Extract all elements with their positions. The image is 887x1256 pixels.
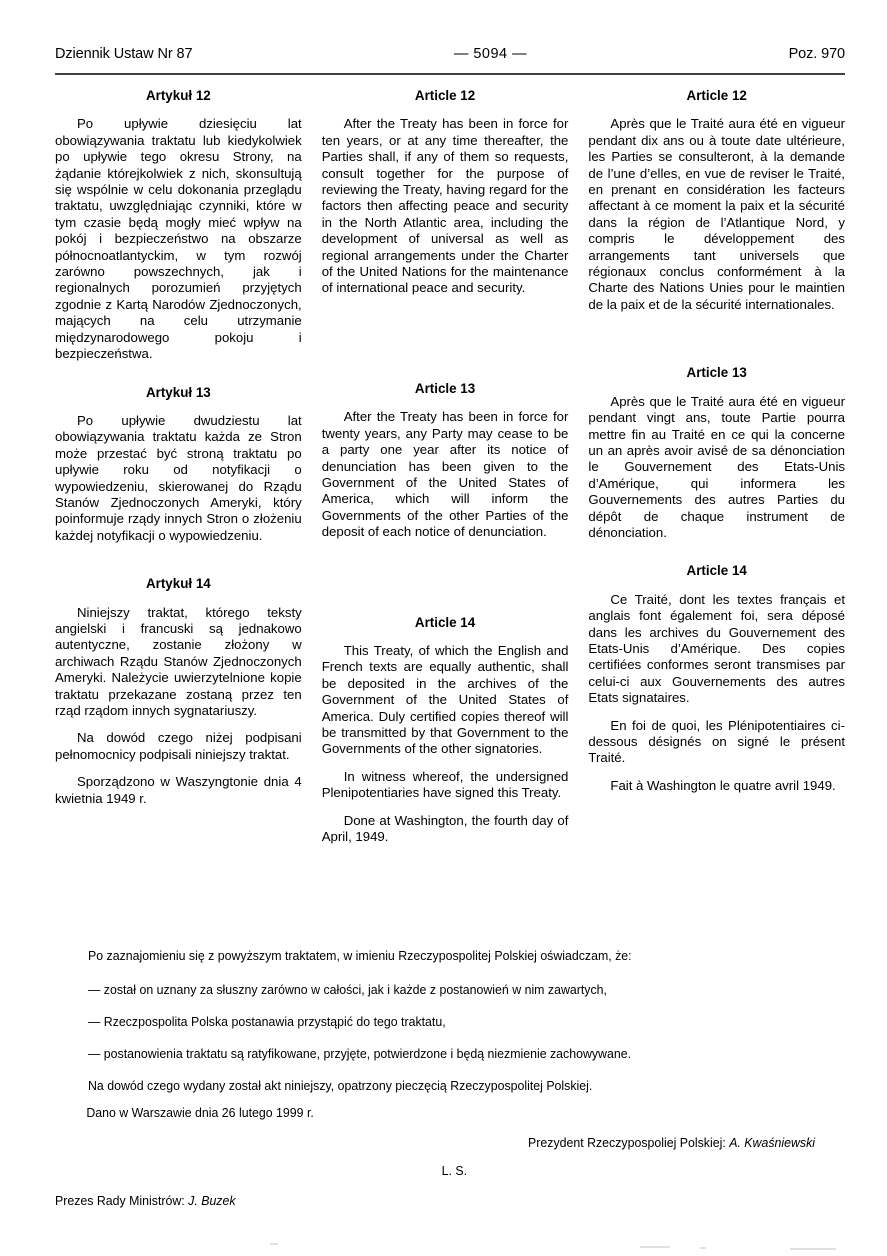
column-polish [55, 88, 302, 845]
article-paragraph: Na dowód czego niżej podpisani pełnomocnicy podpisali niniejszy traktat. [55, 730, 302, 762]
running-head-left: Dziennik Ustaw Nr 87 [55, 46, 193, 62]
spacer [322, 541, 569, 615]
article-paragraph: After the Treaty has been in force for twenty years, any Party may cease to be a party one year after its notice of denunciation has been given to the Government of the United States of America, which will inform the Governments of the other Parties of the deposit of each notice of denunciation. [321, 409, 569, 540]
president-label: Prezydent Rzeczypospoliej Polskiej: [528, 1135, 726, 1150]
article-block-13-fr [588, 365, 845, 541]
article-paragraph: This Treaty, of which the English and French texts are equally authentic, shall be deposited in the archives of the Government of the United States of America. Duly certified copies thereof will be transmitted by that Government to the Governments of the other signatories. [321, 642, 569, 757]
article-paragraph: In witness whereof, the undersigned Plenipotentiaries have signed this Treaty. [321, 768, 569, 801]
running-head-right: Poz. 970 [788, 46, 845, 62]
declaration-item: — został on uznany za słuszny zarówno w całości, jak i każde z postanowień w nim zawartych, [88, 982, 607, 997]
scan-artifact [790, 1248, 836, 1250]
article-paragraph: Niniejszy traktat, którego teksty angielski i francuski są jednakowo autentyczne, zostanie złożony w archiwach Rządu Stanów Zjednoczonych Ameryki. Należycie uwierzytelnione kopie traktatu przekazane zostaną przez ten rząd rządom innych sygnatariuszy. [55, 604, 302, 718]
article-block-14-en [322, 615, 569, 846]
article-paragraph: Po upływie dwudziestu lat obowiązywania traktatu każda ze Stron może przestać być stroną traktatu po upływie roku od notyfikacji o wypowiedzeniu, skierowanej do Rządu Stanów Zjednoczonych Ameryki, który poinformuje rządy innych Stron o złożeniu każdej notyfikacji o wypowiedzeniu. [55, 412, 302, 543]
declaration-item: — Rzeczpospolita Polska postanawia przystąpić do tego traktatu, [88, 1014, 446, 1029]
article-block-12-fr [588, 88, 845, 313]
treaty-columns [55, 88, 845, 845]
prime-minister-label: Prezes Rady Ministrów: [55, 1193, 185, 1208]
spacer [588, 541, 845, 563]
scan-artifact [700, 1247, 706, 1249]
running-head [55, 46, 845, 62]
column-english [322, 88, 569, 845]
page-number: — 5094 — [453, 46, 528, 62]
article-block-13-en [322, 381, 569, 541]
article-paragraph: Après que le Traité aura été en vigueur pendant dix ans ou à toute date ultérieure, les Parties se consulteront, à la demande de l’une d’elles, en vue de reviser le Traité, en prenant en considération les facteurs affectant à ce moment la paix et la sécurité dans la région de l’Atlantique Nord, y compris le développement des arrangements tant universels que régionaux conclus conformément à la Charte des Nations Unies pour le maintien de la paix et de la sécurité internationales. [588, 116, 845, 312]
spacer [55, 544, 302, 576]
column-french [588, 88, 845, 845]
article-heading-13-pl: Artykuł 13 [145, 384, 211, 400]
article-heading-14-en: Article 14 [414, 614, 476, 630]
article-heading-13-en: Article 13 [414, 380, 476, 396]
article-paragraph: Ce Traité, dont les textes français et anglais font également foi, sera déposé dans les archives du Gouvernement des Etats-Unis d’Amérique. Des copies certifiées conformes seront transmises par celui-ci aux Gouvernements des autres Etats signataires. [588, 591, 845, 706]
article-paragraph: Après que le Traité aura été en vigueur pendant vingt ans, toute Partie pourra mettre fin au Traité en ce qui la concerne un an après avoir avisé de sa dénonciation le Gouvernement des Etats-Unis d’Amérique, qui informera les Gouvernements des autres Parties du dépôt de chaque instrument de dénonciation. [588, 393, 845, 540]
scan-artifact [270, 1243, 278, 1245]
article-heading-12-fr: Article 12 [686, 88, 747, 103]
article-block-12-pl [55, 88, 302, 363]
article-paragraph: En foi de quoi, les Plénipotentiaires ci-dessous désignés on signé le présent Traité. [588, 717, 845, 766]
article-block-14-fr [588, 563, 845, 794]
declaration-closing: Na dowód czego wydany został akt niniejszy, opatrzony pieczęcią Rzeczypospolitej Polskiej. [88, 1078, 593, 1093]
president-name: A. Kwaśniewski [729, 1135, 815, 1150]
declaration-item: — postanowienia traktatu są ratyfikowane, przyjęte, potwierdzone i będą niezmienie zachowywane. [88, 1046, 632, 1061]
article-heading-12-pl: Artykuł 12 [145, 88, 211, 103]
issue-date-line: Dano w Warszawie dnia 26 lutego 1999 r. [86, 1105, 314, 1120]
spacer [588, 313, 845, 365]
article-heading-14-pl: Artykuł 14 [145, 576, 211, 592]
article-heading-14-fr: Article 14 [686, 563, 747, 579]
spacer [55, 363, 302, 385]
article-block-13-pl [55, 385, 302, 545]
header-rule [55, 73, 845, 75]
article-paragraph: After the Treaty has been in force for ten years, or at any time thereafter, the Parties shall, if any of them so requests, consult together for the purpose of reviewing the Treaty, having regard for the factors then affecting peace and security in the North Atlantic area, including the development of universal as well as regional arrangements under the Charter of the United Nations for the maintenance of international peace and security. [321, 116, 569, 296]
declaration-block [88, 948, 810, 1110]
article-block-12-en [322, 88, 569, 297]
article-heading-12-en: Article 12 [414, 88, 476, 103]
declaration-intro: Po zaznajomieniu się z powyższym traktatem, w imieniu Rzeczypospolitej Polskiej oświadczam, że: [88, 948, 632, 963]
article-block-14-pl [55, 576, 302, 807]
prime-minister-name: J. Buzek [188, 1193, 236, 1208]
article-paragraph: Done at Washington, the fourth day of April, 1949. [321, 812, 569, 844]
prime-minister-signature [55, 1193, 236, 1208]
spacer [322, 297, 569, 381]
article-paragraph: Sporządzono w Waszyngtonie dnia 4 kwietnia 1949 r. [55, 774, 302, 806]
president-signature [528, 1135, 815, 1150]
article-paragraph: Fait à Washington le quatre avril 1949. [610, 777, 836, 793]
seal-marker: L. S. [441, 1163, 468, 1178]
article-heading-13-fr: Article 13 [686, 365, 747, 381]
article-paragraph: Po upływie dziesięciu lat obowiązywania traktatu lub kiedykolwiek po upływie tego okresu Strony, na żądanie którejkolwiek z nich, skonsultują się wspólnie w celu dokonania przeglądu traktatu, uwzględniając czynniki, które w tym czasie będą mogły mieć wpływ na pokój i bezpieczeństwo na obszarze północnoatlantyckim, w tym rozwój zarówno powszechnych, jak i regionalnych porozumień przyjętych zgodnie z Kartą Narodów Zjednoczonych, mających na celu utrzymanie międzynarodowego pokoju i bezpieczeństwa. [55, 116, 302, 362]
scan-antifact [640, 1246, 670, 1248]
